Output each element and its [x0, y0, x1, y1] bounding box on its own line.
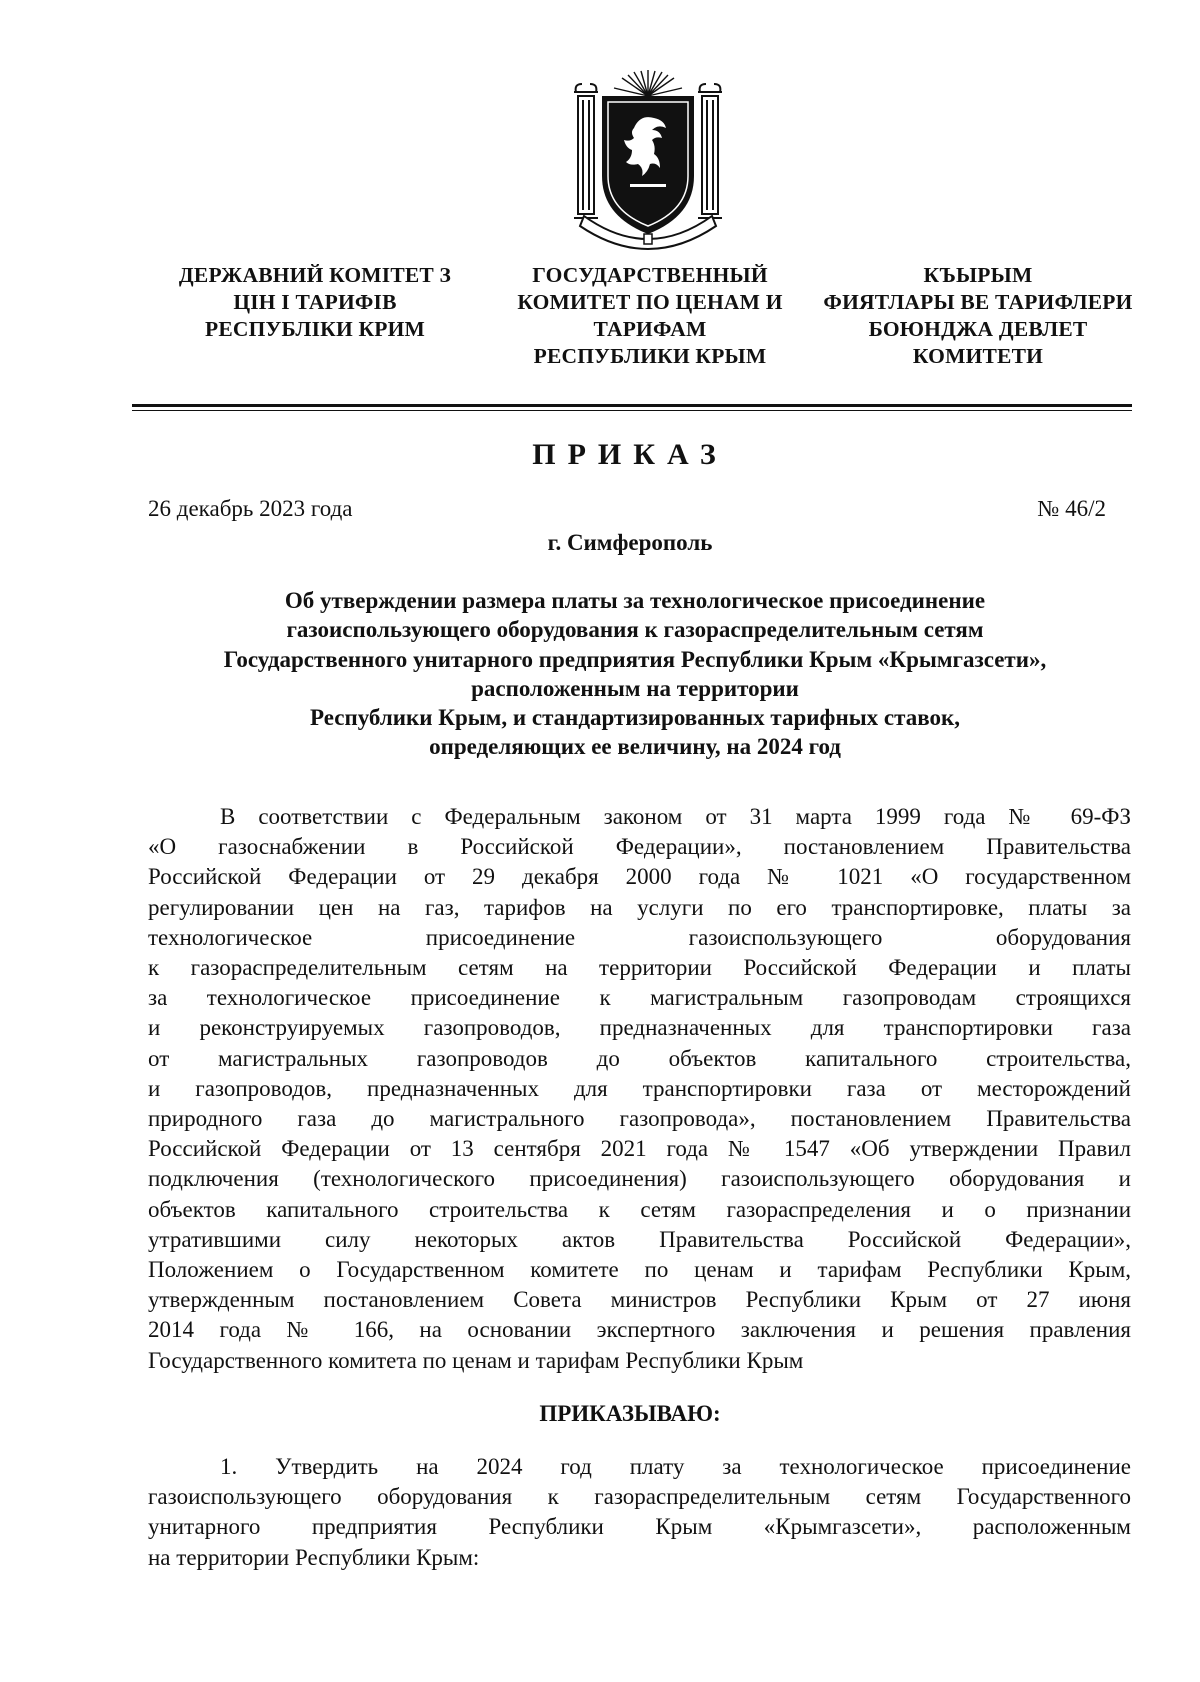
header-ukrainian	[165, 262, 465, 343]
body-line: 1. Утвердить на 2024 год плату за технологическое присоединение	[220, 1454, 1131, 1479]
body-line: и газопроводов, предназначенных для транспортировки газа от месторождений	[148, 1075, 1131, 1101]
document-number: № 46/2	[1037, 496, 1106, 521]
body-line: Российской Федерации от 13 сентября 2021 года № 1547 «Об утверждении Правил	[148, 1136, 1131, 1162]
header-uk-line: ДЕРЖАВНИЙ КОМІТЕТ З	[178, 263, 452, 287]
body-line: утвержденным постановлением Совета министров Республики Крым от 27 июня	[148, 1287, 1131, 1313]
body-line: регулировании цен на газ, тарифов на услуги по его транспортировке, платы за	[148, 894, 1131, 920]
body-line: от магистральных газопроводов до объектов капитального строительства,	[148, 1045, 1131, 1071]
preamble-paragraph	[148, 802, 1131, 1376]
header-crh-line: БОЮНДЖА ДЕВЛЕТ	[868, 317, 1088, 341]
body-line: Положением о Государственном комитете по ценам и тарифам Республики Крым,	[148, 1257, 1131, 1283]
body-line: к газораспределительным сетям на территории Российской Федерации и платы	[148, 955, 1131, 981]
document-title	[140, 586, 1130, 762]
body-line: «О газоснабжении в Российской Федерации», постановлением Правительства	[148, 834, 1131, 860]
title-line: Республики Крым, и стандартизированных тарифных ставок,	[310, 705, 960, 731]
header-divider	[132, 404, 1132, 407]
title-line: Об утверждении размера платы за технологическое присоединение	[284, 588, 986, 613]
header-ru-line: ГОСУДАРСТВЕННЫЙ	[532, 263, 768, 287]
document-type: ПРИКАЗ	[532, 438, 728, 471]
body-line: и реконструируемых газопроводов, предназначенных для транспортировки газа	[148, 1015, 1131, 1041]
body-line: Государственного комитета по ценам и тарифам Республики Крым	[148, 1347, 804, 1373]
crimea-coat-of-arms-icon	[574, 66, 722, 252]
body-line: подключения (технологического присоединения) газоиспользующего оборудования и	[148, 1166, 1131, 1192]
body-line: 2014 года № 166, на основании экспертного заключения и решения правления	[148, 1317, 1131, 1343]
header-uk-line: ЦІН І ТАРИФІВ	[233, 290, 397, 314]
decree-heading: ПРИКАЗЫВАЮ:	[539, 1401, 721, 1426]
body-line: газоиспользующего оборудования к газораспределительным сетям Государственного	[148, 1484, 1131, 1510]
header-ru-line: ТАРИФАМ	[593, 317, 707, 341]
header-russian	[490, 262, 810, 370]
header-uk-line: РЕСПУБЛІКИ КРИМ	[205, 317, 425, 341]
body-line: утратившими силу некоторых актов Правительства Российской Федерации»,	[148, 1226, 1131, 1252]
header-divider-thin	[132, 410, 1132, 411]
header-crh-line: КЪЫРЫМ	[923, 263, 1033, 287]
body-line: за технологическое присоединение к магистральным газопроводам строящихся	[148, 985, 1131, 1011]
body-line: Российской Федерации от 29 декабря 2000 года № 1021 «О государственном	[148, 864, 1131, 890]
title-line: газоиспользующего оборудования к газораспределительным сетям	[286, 617, 984, 643]
item-1-paragraph	[148, 1452, 1131, 1573]
title-line: определяющих ее величину, на 2024 год	[429, 734, 841, 760]
body-line: В соответствии с Федеральным законом от 31 марта 1999 года № 69-ФЗ	[220, 804, 1131, 829]
body-line: на территории Республики Крым:	[148, 1544, 480, 1570]
header-crh-line: ФИЯТЛАРЫ ВЕ ТАРИФЛЕРИ	[823, 290, 1133, 314]
body-line: технологическое присоединение газоиспользующего оборудования	[148, 924, 1131, 950]
document-city: г. Симферополь	[547, 530, 713, 555]
body-line: унитарного предприятия Республики Крым «Крымгазсети», расположенным	[148, 1514, 1131, 1540]
header-crh-line: КОМИТЕТИ	[912, 344, 1044, 368]
body-line: объектов капитального строительства к сетям газораспределения и о признании	[148, 1196, 1131, 1222]
header-crimean-tatar	[818, 262, 1138, 370]
document-date: 26 декабрь 2023 года	[148, 496, 353, 521]
body-line: природного газа до магистрального газопровода», постановлением Правительства	[148, 1106, 1131, 1132]
title-line: Государственного унитарного предприятия Республики Крым «Крымгазсети»,	[223, 646, 1047, 672]
header-ru-line: КОМИТЕТ ПО ЦЕНАМ И	[517, 290, 783, 314]
header-ru-line: РЕСПУБЛИКИ КРЫМ	[533, 344, 767, 368]
title-line: расположенным на территории	[471, 675, 799, 701]
